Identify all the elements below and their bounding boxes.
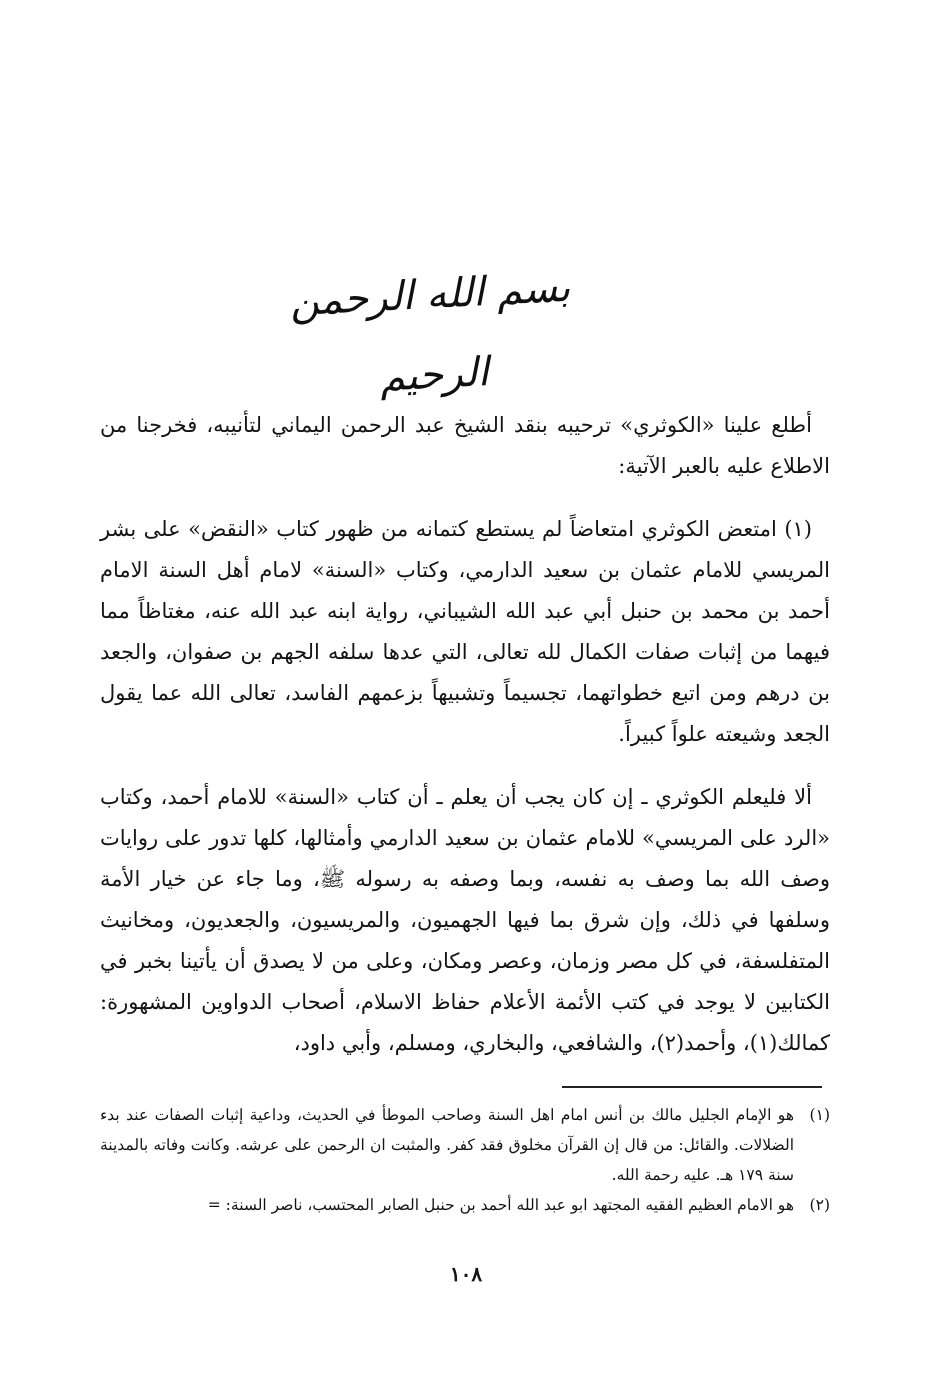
- paragraph-2: (١) امتعض الكوثري امتعاضاً لم يستطع كتمانه من ظهور كتاب «النقض» على بشر المريسي للامام عثمان بن سعيد الدارمي، وكتاب «السنة» لامام أهل السنة الامام أحمد بن محمد بن حنبل أبي عبد الله الشيباني، رواية ابنه عبد الله عنه، مغتاظاً مما فيهما من إثبات صفات الكمال لله تعالى، التي عدها سلفه الجهم بن صفوان، والجعد بن درهم ومن اتبع خطواتهما، تجسيماً وتشبيهاً بزعمهم الفاسد، تعالى الله عما يقول الجعد وشيعته علواً كبيراً.: [100, 517, 830, 746]
- footnote-number: (٢): [809, 1196, 830, 1214]
- footnote-number: (١): [809, 1106, 830, 1124]
- main-text: [100, 405, 830, 1086]
- paragraph-1: أطلع علينا «الكوثري» ترحيبه بنقد الشيخ عبد الرحمن اليماني لتأنيبه، فخرجنا من الاطلاع عليه بالعبر الآتية:: [100, 413, 830, 478]
- paragraph-3: ألا فليعلم الكوثري ـ إن كان يجب أن يعلم ـ أن كتاب «السنة» للامام أحمد، وكتاب «الرد على المريسي» للامام عثمان بن سعيد الدارمي وأمثالها، كلها تدور على روايات وصف الله بما وصف به نفسه، وبما وصفه به رسوله ﷺ، وما جاء عن خيار الأمة وسلفها في ذلك، وإن شرق بما فيها الجهميون، والمريسيون، والجعديون، ومخانيث المتفلسفة، في كل مصر وزمان، وعصر ومكان، وعلى من لا يصدق أن يأتينا بخبر في الكتابين لا يوجد في كتب الأئمة الأعلام حفاظ الاسلام، أصحاب الدواوين المشهورة: كمالك(١)، وأحمد(٢)، والشافعي، والبخاري، ومسلم، وأبي داود،: [100, 785, 830, 1055]
- footnotes: [100, 1100, 830, 1220]
- page-number: ١٠٨: [449, 1262, 483, 1286]
- basmala-calligraphy: بسم الله الرحمن الرحيم: [288, 264, 572, 401]
- footnote-text: هو الامام العظيم الفقيه المجتهد ابو عبد الله أحمد بن حنبل الصابر المحتسب، ناصر السنة: =: [207, 1196, 794, 1214]
- footnote-separator: [562, 1086, 822, 1088]
- footnote-text: هو الإمام الجليل مالك بن أنس امام اهل السنة وصاحب الموطأ في الحديث، وداعية إثبات الصفات عند بدء الضلالات. والقائل: من قال إن القرآن مخلوق فقد كفر. والمثبت ان الرحمن على عرشه. وكانت وفاته بالمدينة سنة ١٧٩ هـ. عليه رحمة الله.: [100, 1106, 794, 1184]
- footnote-1: [100, 1100, 830, 1190]
- footnote-2: [100, 1190, 830, 1220]
